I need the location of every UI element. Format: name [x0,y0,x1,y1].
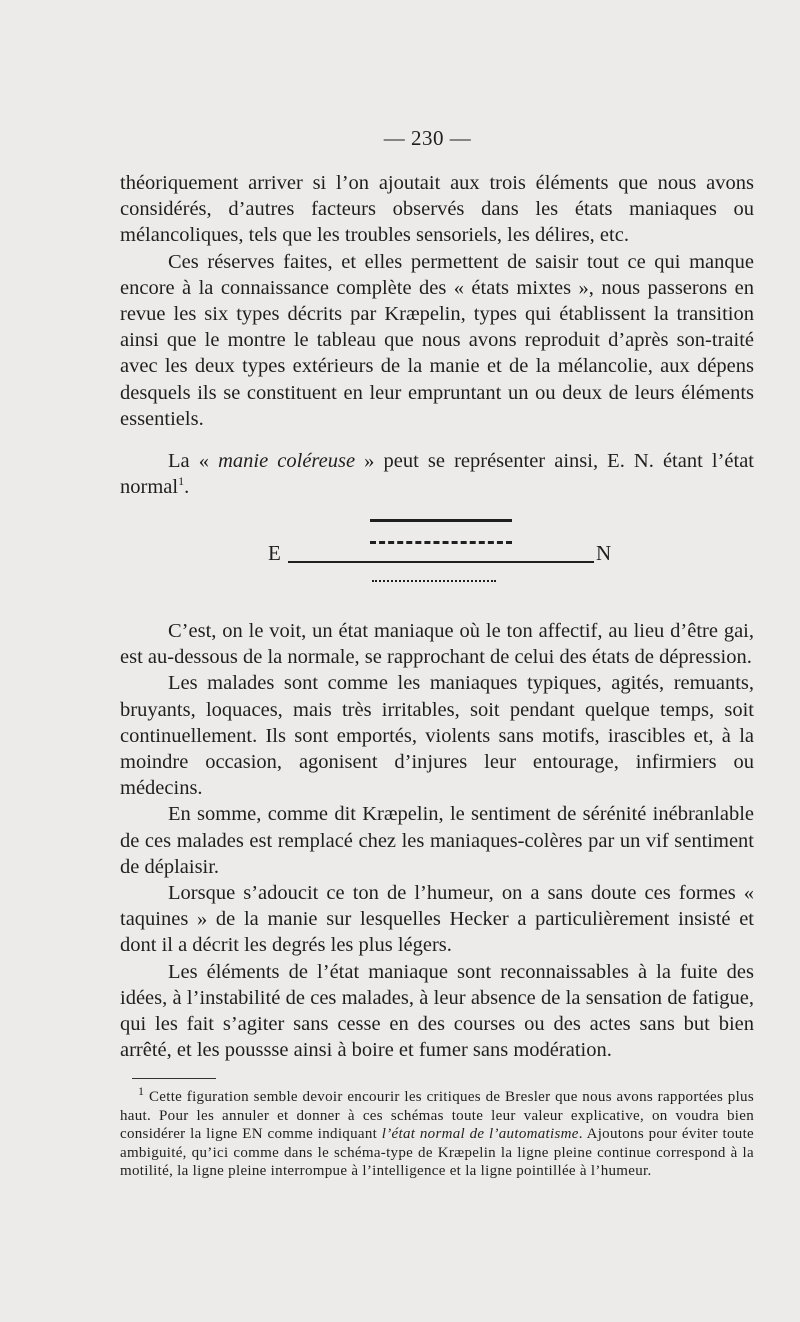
diagram-label-n: N [596,541,612,565]
paragraph: Les éléments de l’état maniaque sont reconnaissables à la fuite des idées, à l’instabilité de ces malades, à leur absence de la sensation de fatigue, qui les fait s’agiter sans cesse en des courses ou des actes sans but bien arrêté, et les poussse ainsi à boire et fumer sans modération. [120,960,754,1062]
paragraph: C’est, on le voit, un état maniaque où le ton affectif, au lieu d’être gai, est au-dessous de la normale, se rapprochant de celui des états de dépression. [120,620,754,669]
footnote-reference[interactable]: 1 [178,474,185,489]
text-span: . Ajoutons pour éviter toute ambiguité, qu’ici comme dans le schéma-type de Kræpelin la ligne pleine continue correspond à la motilité, la ligne pleine interrompue à l’intelligence et la ligne pointillée à l’humeur. [120,1126,755,1180]
paragraph: En somme, comme dit Kræpelin, le sentiment de sérénité inébranlable de ces malades est remplacé chez les maniaques-colères par un vif sentiment de déplaisir. [120,803,754,878]
italic-term: l’état normal de l’automatisme [381,1126,579,1143]
text-span: Cette figuration semble devoir encourir les critiques de Bresler que nous avons rapportées plus haut. Pour les annuler et donner à ces schémas toute leur valeur explicative, on voudra bien considérer la ligne EN comme indiquant [120,1089,754,1143]
main-text-continued [120,618,754,1063]
text-span: . [184,476,190,499]
footnote-marker: 1 [138,1084,145,1098]
normal-baseline [288,561,594,563]
paragraph: Ces réserves faites, et elles permettent de saisir tout ce qui manque encore à la connaissance complète des « états mixtes », nous passerons en revue les six types décrits par Kræpelin, types qui établissent la transition ainsi que le montre le tableau que nous avons reproduit d’après son-traité avec les deux types extérieurs de la manie et de la mélancolie, aux dépens desquels ils se constituent en leur empruntant un ou deux de leurs éléments essentiels. [120,250,754,430]
footnote [120,1084,755,1181]
paragraph: Lorsque s’adoucit ce ton de l’humeur, on a sans doute ces formes « taquines » de la manie sur lesquelles Hecker a particulièrement insisté et dont il a décrit les degrés les plus légers. [120,882,754,957]
paragraph: théoriquement arriver si l’on ajoutait aux trois éléments que nous avons considérés, d’autres facteurs observés dans les états maniaques ou mélancoliques, tels que les troubles sensoriels, les délires, etc. [120,172,754,247]
text-span: » peut se représenter ainsi, E. N. étant l’état normal [120,450,754,499]
paragraph: Les malades sont comme les maniaques typiques, agités, remuants, bruyants, loquaces, mais très irritables, soit pendant quelque temps, soit continuellement. Ils sont emportés, violents sans motifs, irascibles et, à la moindre occasion, agonisent d’injures leur entourage, infirmiers ou médecins. [120,672,754,800]
text-span: La « [168,450,219,473]
solid-line-motility [370,519,512,522]
footnote-divider [132,1078,216,1079]
page-number: — 230 — [383,126,472,150]
dotted-line-mood [372,580,496,582]
paragraph-formula-intro [120,448,754,500]
main-text [120,170,754,500]
state-diagram [0,510,800,590]
footnote-text [120,1084,755,1181]
diagram-label-e: E [268,541,281,565]
dashed-line-intelligence [370,541,512,544]
italic-term: manie coléreuse [218,450,356,473]
